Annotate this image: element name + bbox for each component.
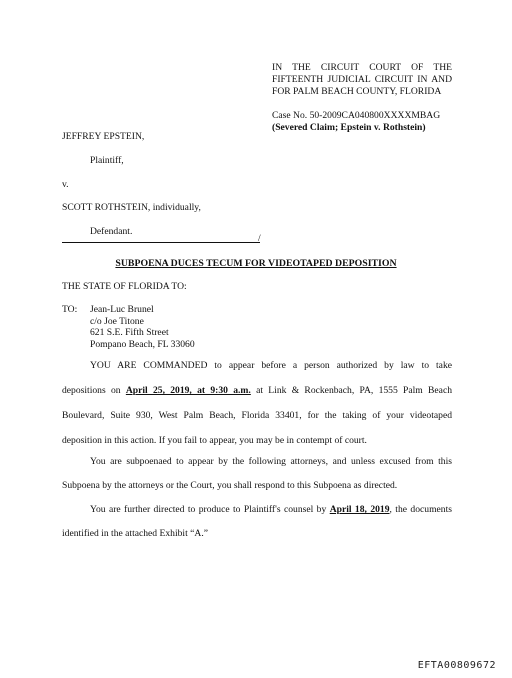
court-line-3: FOR PALM BEACH COUNTY, FLORIDA [272,86,442,97]
to-label: TO: [62,304,78,315]
caption-divider-line [62,242,260,243]
document-title: SUBPOENA DUCES TECUM FOR VIDEOTAPED DEPOSITION [115,258,397,269]
bates-number: EFTA00809672 [417,660,496,671]
para2-line2: Subpoena by the attorneys or the Court, you shall respond to this Subpoena as directed. [62,480,398,491]
para3-line1-pre: You are further directed to produce to Plaintiff's counsel by [90,504,327,515]
para1-line1: YOU ARE COMMANDED to appear before a person authorized by law to take [90,360,452,371]
court-line-1: IN THE CIRCUIT COURT OF THE [272,62,452,73]
para1-line2 [62,385,452,397]
versus: v. [62,179,69,190]
production-date: April 18, 2019 [329,504,390,515]
defendant-role: Defendant. [90,226,133,237]
plaintiff-name: JEFFREY EPSTEIN, [62,131,145,142]
recipient-name: Jean-Luc Brunel [90,304,154,315]
para1-line3: Boulevard, Suite 930, West Palm Beach, Florida 33401, for the taking of your videotaped [62,410,452,421]
deposition-date: April 25, 2019, at 9:30 a.m. [125,385,251,396]
recipient-city: Pompano Beach, FL 33060 [90,338,195,350]
case-number: Case No. 50-2009CA040800XXXXMBAG [272,110,441,121]
caption-slash: / [258,233,261,244]
plaintiff-role: Plaintiff, [90,155,124,166]
para2-line1: You are subpoenaed to appear by the following attorneys, and unless excused from this [90,456,452,467]
para3-line1 [90,504,452,516]
court-line-2: FIFTEENTH JUDICIAL CIRCUIT IN AND [272,74,452,85]
para1-line2-post: at Link & Rockenbach, PA, 1555 Palm Beach [256,385,452,396]
para3-line1-post: , the documents [389,504,452,515]
para1-line4: deposition in this action. If you fail to appear, you may be in contempt of court. [62,435,367,446]
para1-line2-pre: depositions on [62,385,121,396]
severed-claim: (Severed Claim; Epstein v. Rothstein) [272,122,426,133]
state-line: THE STATE OF FLORIDA TO: [62,281,187,292]
recipient-street: 621 S.E. Fifth Street [90,327,169,338]
court-caption [272,62,452,98]
defendant-name: SCOTT ROTHSTEIN, individually, [62,202,201,213]
recipient-address [90,304,195,350]
recipient-care-of: c/o Joe Titone [90,315,144,327]
para3-line2: identified in the attached Exhibit “A.” [62,528,208,539]
case-block [272,110,440,134]
